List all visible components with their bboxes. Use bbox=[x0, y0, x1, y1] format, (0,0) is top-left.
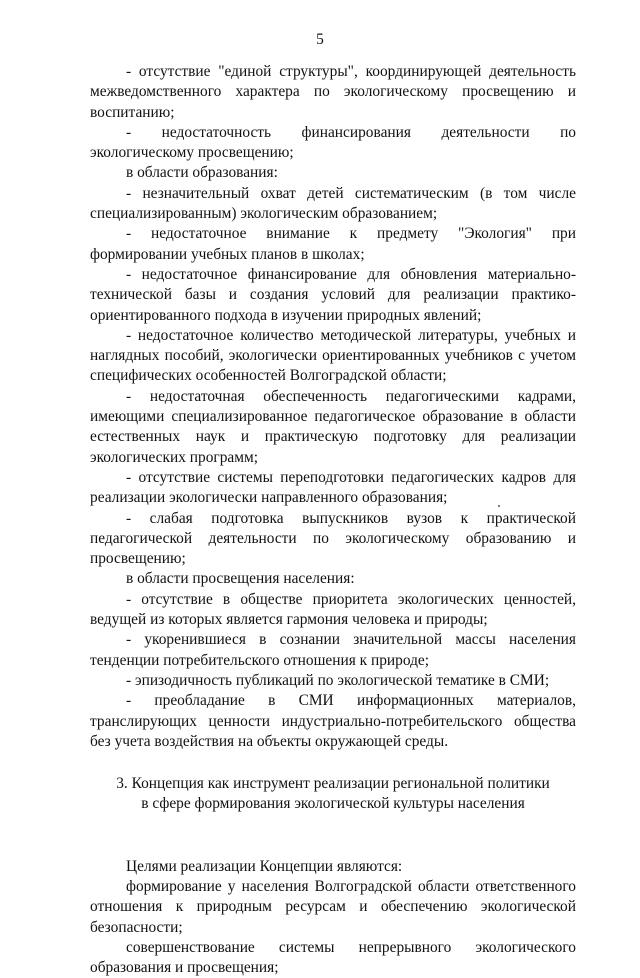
spacer bbox=[90, 752, 576, 774]
paragraph: - слабая подготовка выпускников вузов к практической педагогической деятельности по экологическому образованию и просвещению; bbox=[90, 509, 576, 568]
paragraph: в области просвещения населения: bbox=[126, 570, 355, 588]
page-number: 5 bbox=[316, 31, 324, 48]
paragraph: - отсутствие системы переподготовки педагогических кадров для реализации экологически направленного образования; bbox=[90, 468, 576, 507]
paragraph: - недостаточность финансирования деятельности по экологическому просвещению; bbox=[90, 123, 576, 162]
section-heading-line-2: в сфере формирования экологической культуры населения bbox=[141, 795, 525, 813]
paragraph: - укоренившиеся в сознании значительной массы населения тенденции потребительского отношения к природе; bbox=[90, 631, 576, 669]
paragraph: - незначительный охват детей систематическим (в том числе специализированным) экологическим образованием; bbox=[90, 184, 576, 223]
goals-intro: Целями реализации Концепции являются: bbox=[126, 857, 403, 875]
paragraph: - недостаточное количество методической литературы, учебных и наглядных пособий, экологически ориентированных учебников с учетом специфических особенностей Волгоградской области; bbox=[90, 326, 576, 385]
document-body bbox=[90, 62, 576, 978]
goal-item: формирование у населения Волгоградской области ответственного отношения к природным ресурсам и обеспечению экологической безопасности; bbox=[90, 877, 576, 936]
paragraph: в области образования: bbox=[126, 164, 278, 182]
section-heading-line-1: 3. Концепция как инструмент реализации региональной политики bbox=[116, 775, 550, 793]
paragraph: - преобладание в СМИ информационных материалов, транслирующих ценности индустриально-потребительского общества без учета воздействия на объекты окружающей среды. bbox=[90, 692, 576, 750]
paragraph: - отсутствие "единой структуры", координирующей деятельность межведомственного характера по экологическому просвещению и воспитанию; bbox=[90, 63, 576, 121]
paragraph: - эпизодичность публикаций по экологической тематике в СМИ; bbox=[126, 671, 550, 689]
spacer bbox=[90, 837, 576, 857]
scan-speck bbox=[498, 505, 500, 507]
paragraph: - отсутствие в обществе приоритета экологических ценностей, ведущей из которых является гармония человека и природы; bbox=[90, 590, 576, 629]
paragraph: - недостаточное финансирование для обновления материально-технической базы и создания условий для реализации практико-ориентированного подхода в изучении природных явлений; bbox=[90, 265, 576, 324]
paragraph: - недостаточная обеспеченность педагогическими кадрами, имеющими специализированное педагогическое образование в области естественных наук и практическую подготовку для реализации экологических программ; bbox=[90, 387, 576, 466]
goal-item: совершенствование системы непрерывного экологического образования и просвещения; bbox=[90, 938, 576, 977]
spacer bbox=[90, 815, 576, 837]
paragraph: - недостаточное внимание к предмету "Экология" при формировании учебных планов в школах; bbox=[90, 225, 576, 263]
